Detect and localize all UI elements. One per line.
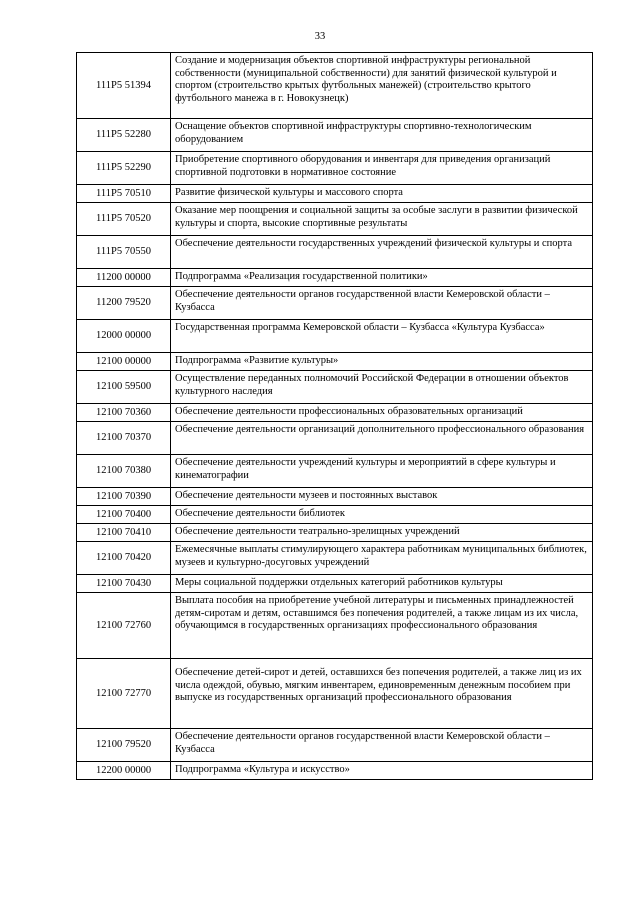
row-code: 111P5 52290 xyxy=(77,152,171,185)
row-name: Государственная программа Кемеровской области – Кузбасса «Культура Кузбасса» xyxy=(171,320,593,353)
table-row xyxy=(77,152,593,185)
row-code: 12100 79520 xyxy=(77,729,171,762)
table-row xyxy=(77,506,593,524)
row-name: Подпрограмма «Реализация государственной политики» xyxy=(171,269,593,287)
row-code: 12100 70420 xyxy=(77,542,171,575)
table-row xyxy=(77,488,593,506)
table-row xyxy=(77,119,593,152)
table-row xyxy=(77,422,593,455)
page-number: 33 xyxy=(314,31,326,42)
row-code: 12100 70390 xyxy=(77,488,171,506)
row-code: 12100 70370 xyxy=(77,422,171,455)
table-row xyxy=(77,659,593,729)
row-name: Обеспечение деятельности государственных учреждений физической культуры и спорта xyxy=(171,236,593,269)
row-code: 12100 70360 xyxy=(77,404,171,422)
row-code: 12100 72770 xyxy=(77,659,171,729)
row-code: 12100 59500 xyxy=(77,371,171,404)
row-name: Ежемесячные выплаты стимулирующего характера работникам муниципальных библиотек, музеев и культурно-досуговых учреждений xyxy=(171,542,593,575)
row-code: 11200 00000 xyxy=(77,269,171,287)
row-name: Обеспечение деятельности органов государственной власти Кемеровской области – Кузбасса xyxy=(171,729,593,762)
row-code: 12100 00000 xyxy=(77,353,171,371)
row-code: 12100 70410 xyxy=(77,524,171,542)
table-row xyxy=(77,287,593,320)
row-code: 111P5 52280 xyxy=(77,119,171,152)
row-name: Приобретение спортивного оборудования и инвентаря для приведения организаций спортивной подготовки в нормативное состояние xyxy=(171,152,593,185)
row-name: Оснащение объектов спортивной инфраструктуры спортивно-технологическим оборудованием xyxy=(171,119,593,152)
budget-classification-table xyxy=(76,52,593,780)
table-row xyxy=(77,371,593,404)
table-row xyxy=(77,236,593,269)
table-row xyxy=(77,203,593,236)
row-name: Обеспечение детей-сирот и детей, оставшихся без попечения родителей, а также лиц из их числа одеждой, обувью, мягким инвентарем, единовременным денежным пособием при выпуске из государственных организаций профессионального образования xyxy=(171,659,593,729)
row-code: 12100 72760 xyxy=(77,593,171,659)
row-code: 111P5 70520 xyxy=(77,203,171,236)
table-row xyxy=(77,455,593,488)
row-name: Меры социальной поддержки отдельных категорий работников культуры xyxy=(171,575,593,593)
row-name: Обеспечение деятельности организаций дополнительного профессионального образования xyxy=(171,422,593,455)
row-code: 111P5 51394 xyxy=(77,53,171,119)
row-name: Создание и модернизация объектов спортивной инфраструктуры региональной собственности (муниципальной собственности) для занятий физической культурой и спортом (строительство крытых футбольных манежей) (строительство крытого футбольного манежа в г. Новокузнецк) xyxy=(171,53,593,119)
table-row xyxy=(77,542,593,575)
row-name: Подпрограмма «Развитие культуры» xyxy=(171,353,593,371)
row-name: Выплата пособия на приобретение учебной литературы и письменных принадлежностей детям-сиротам и детям, оставшимся без попечения родителей, а также лицам из их числа, обучающимся в государственных организациях профессионального образования xyxy=(171,593,593,659)
row-name: Развитие физической культуры и массового спорта xyxy=(171,185,593,203)
row-name: Обеспечение деятельности профессиональных образовательных организаций xyxy=(171,404,593,422)
row-code: 12100 70380 xyxy=(77,455,171,488)
row-name: Обеспечение деятельности музеев и постоянных выставок xyxy=(171,488,593,506)
row-name: Обеспечение деятельности учреждений культуры и мероприятий в сфере культуры и кинематографии xyxy=(171,455,593,488)
row-name: Оказание мер поощрения и социальной защиты за особые заслуги в развитии физической культуры и спорта, высокие спортивные результаты xyxy=(171,203,593,236)
row-name: Осуществление переданных полномочий Российской Федерации в отношении объектов культурного наследия xyxy=(171,371,593,404)
row-name: Обеспечение деятельности библиотек xyxy=(171,506,593,524)
row-code: 12100 70430 xyxy=(77,575,171,593)
row-code: 111P5 70550 xyxy=(77,236,171,269)
row-code: 12100 70400 xyxy=(77,506,171,524)
row-name: Обеспечение деятельности театрально-зрелищных учреждений xyxy=(171,524,593,542)
table-row xyxy=(77,593,593,659)
table-row xyxy=(77,269,593,287)
table-row xyxy=(77,575,593,593)
table-row xyxy=(77,320,593,353)
row-code: 111P5 70510 xyxy=(77,185,171,203)
table-row xyxy=(77,524,593,542)
table-row xyxy=(77,353,593,371)
table-row xyxy=(77,762,593,780)
row-name: Обеспечение деятельности органов государственной власти Кемеровской области – Кузбасса xyxy=(171,287,593,320)
row-code: 11200 79520 xyxy=(77,287,171,320)
row-name: Подпрограмма «Культура и искусство» xyxy=(171,762,593,780)
table-row xyxy=(77,404,593,422)
table-row xyxy=(77,185,593,203)
table-row xyxy=(77,53,593,119)
table-row xyxy=(77,729,593,762)
row-code: 12200 00000 xyxy=(77,762,171,780)
row-code: 12000 00000 xyxy=(77,320,171,353)
